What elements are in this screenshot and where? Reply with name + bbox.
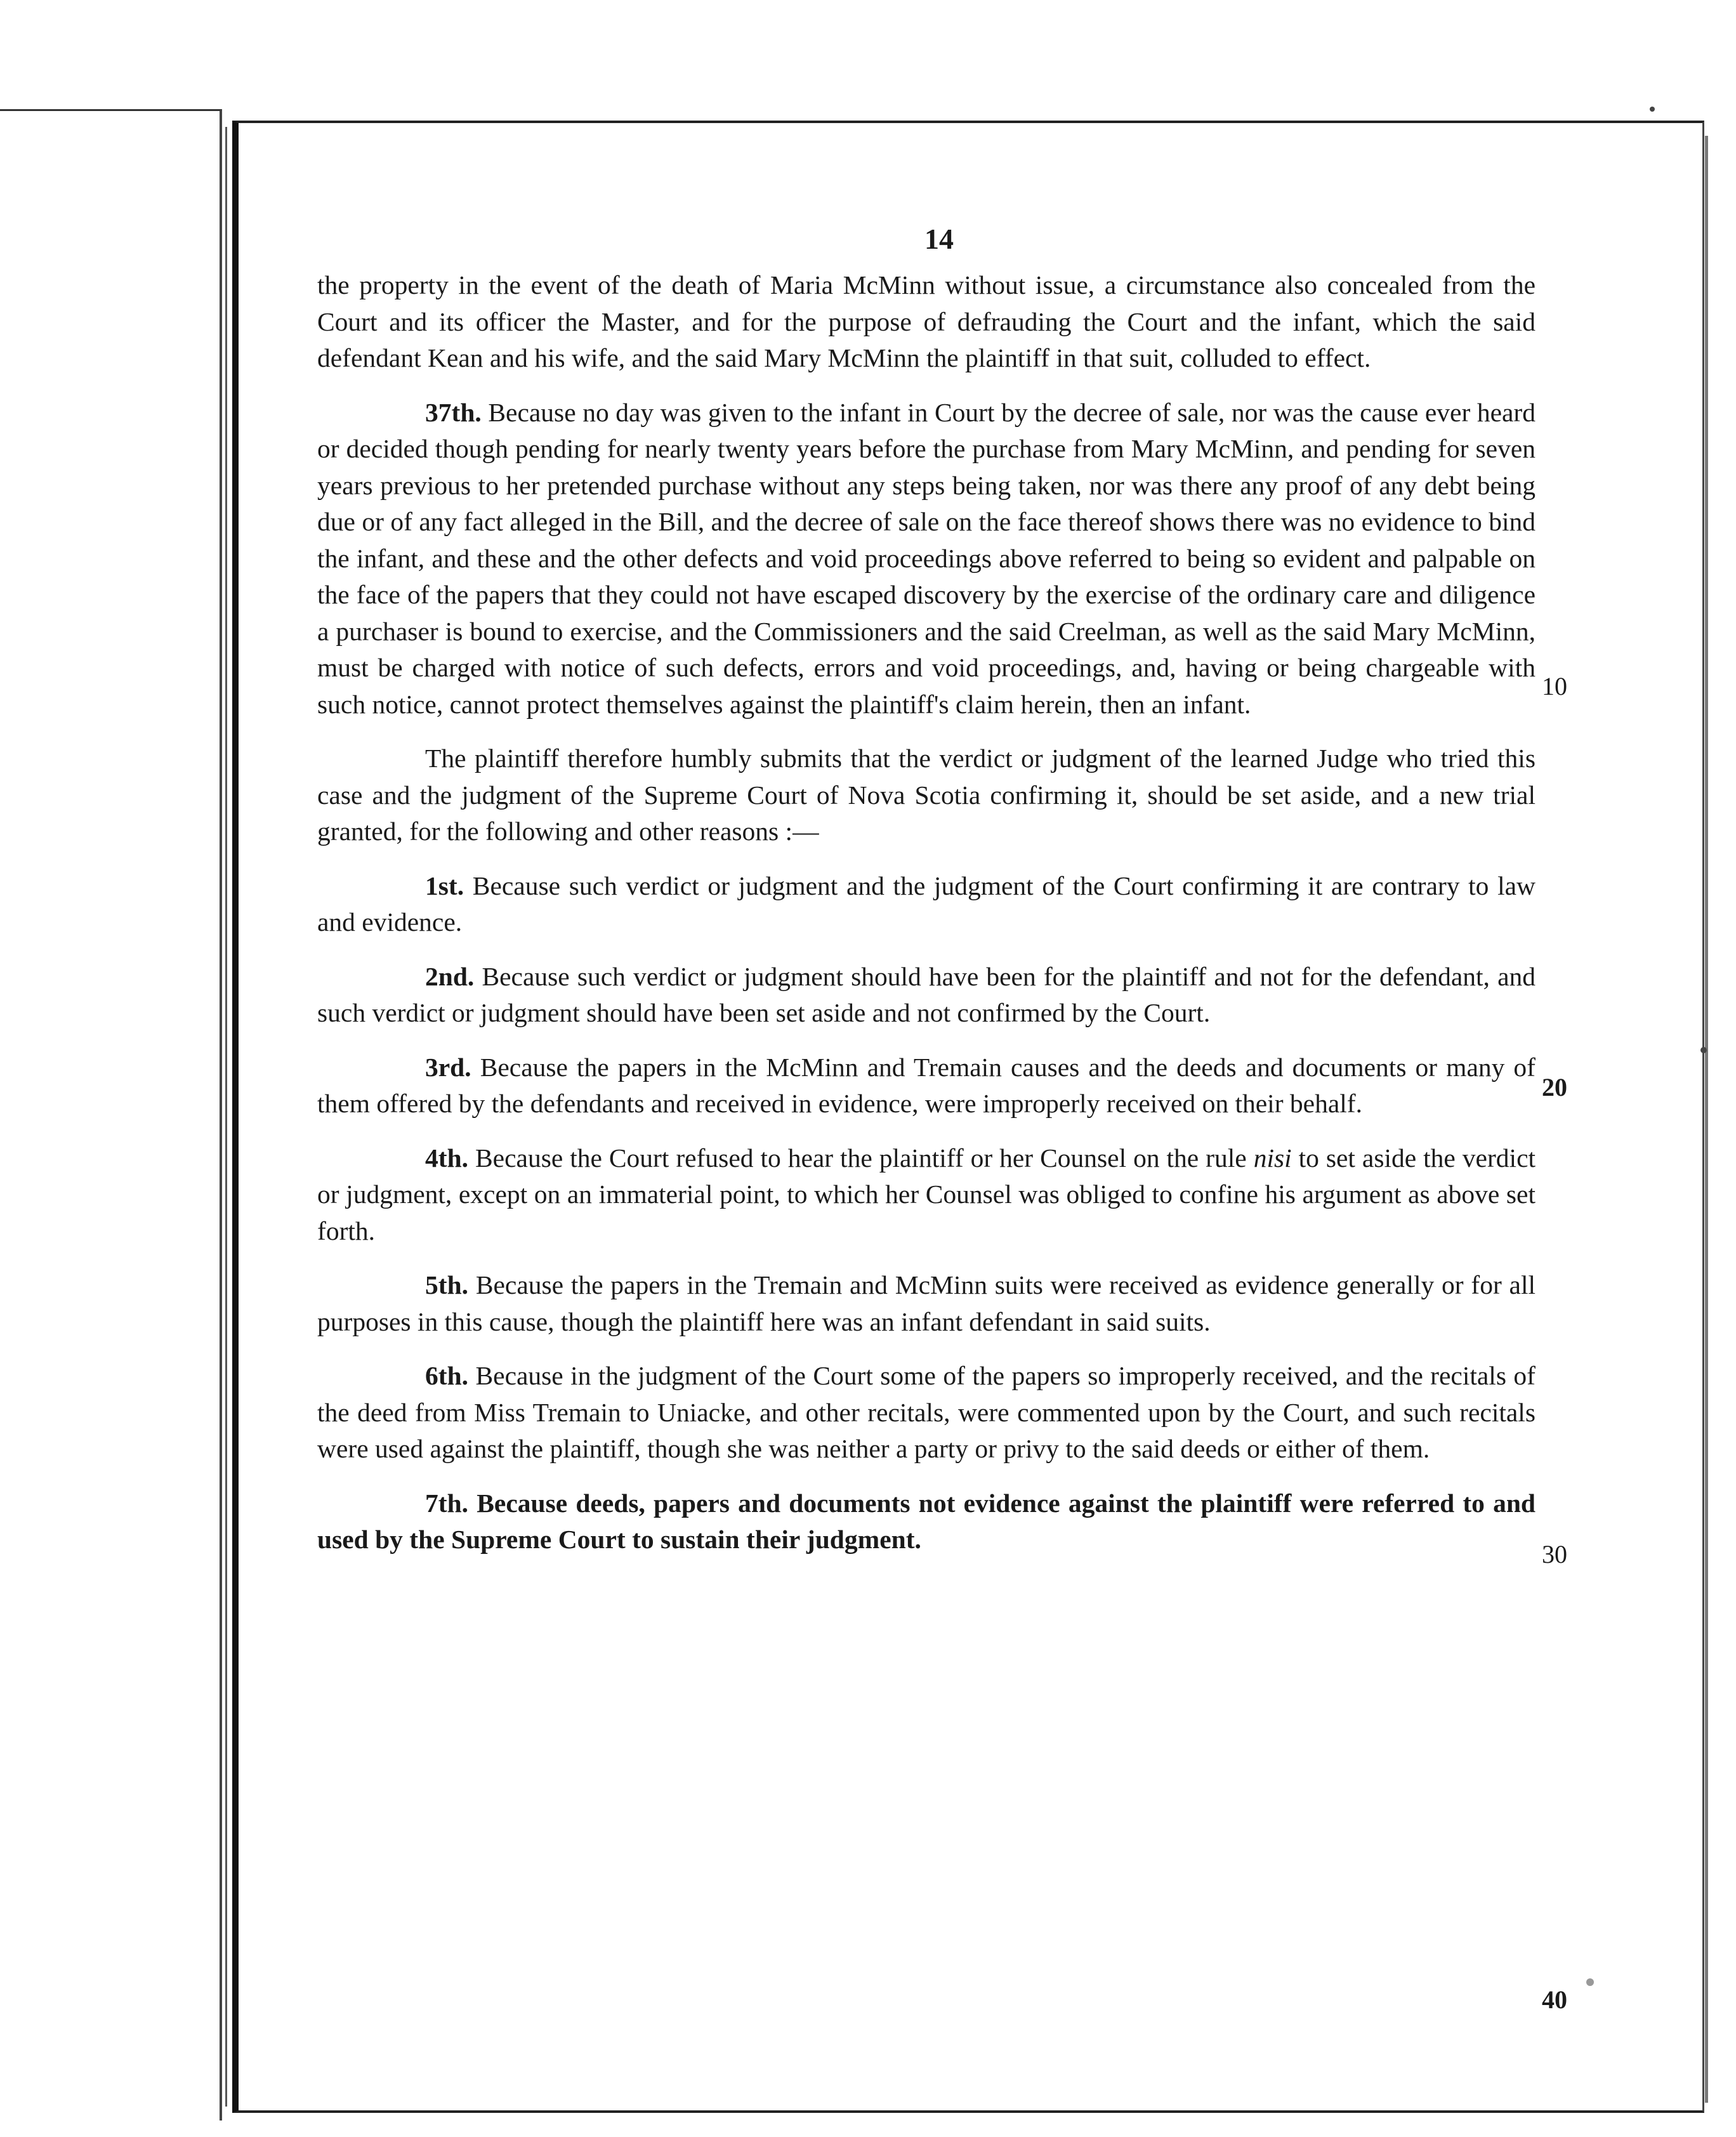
reason-text: Because such verdict or judgment and the judgment of the Court confirming it are contrary to law and evidence. xyxy=(317,871,1536,937)
reason-number: 1st. xyxy=(425,871,464,900)
reason-4th xyxy=(317,1140,1535,1250)
scan-speck xyxy=(1700,1047,1707,1053)
reason-7th xyxy=(317,1485,1535,1558)
reason-6th xyxy=(317,1358,1535,1468)
document-page xyxy=(317,222,1535,1576)
reason-text: Because such verdict or judgment should have been for the plaintiff and not for the defendant, and such verdict or judgment should have been set aside and not confirmed by the Court. xyxy=(317,961,1536,1027)
reason-italic-term: nisi xyxy=(1253,1143,1292,1173)
reason-number: 7th. xyxy=(425,1488,469,1518)
paragraph-number: 37th. xyxy=(425,397,482,427)
reason-number: 5th. xyxy=(425,1270,469,1299)
reason-text: Because deeds, papers and documents not evidence against the plaintiff were referred to and used by the Supreme Court to sustain their judgment. xyxy=(317,1488,1535,1554)
reason-text: Because the Court refused to hear the plaintiff or her Counsel on the rule xyxy=(475,1143,1247,1173)
reason-text: Because the papers in the McMinn and Tremain causes and the deeds and documents or many of them offered by the defendants and received in evidence, were improperly received on their behalf. xyxy=(317,1052,1536,1118)
reason-text: Because the papers in the Tremain and McMinn suits were received as evidence generally or for all purposes in this cause, though the plaintiff here was an infant defendant in said suits. xyxy=(317,1270,1536,1336)
page-right-edge xyxy=(1705,136,1708,2103)
paragraph-text: Because no day was given to the infant in Court by the decree of sale, nor was the cause ever heard or decided though pending for nearly twenty years before the purchase from Mary McMinn, and pending for seven years previous to her pretended purchase without any steps being taken, nor was there any proof of any debt being due or of any fact alleged in the Bill, and the decree of sale on the face thereof shows there was no evidence to bind the infant, and these and the other defects and void proceedings above referred to being so evident and palpable on the face of the papers that they could not have escaped discovery by the exercise of the ordinary care and diligence a purchaser is bound to exercise, and the Commissioners and the said Creelman, as well as the said Mary McMinn, must be charged with notice of such defects, errors and void proceedings, and, having or being chargeable with such notice, cannot protect themselves against the plaintiff's claim herein, then an infant. xyxy=(317,397,1535,719)
page-number: 14 xyxy=(924,223,954,255)
facing-page-edge xyxy=(0,109,222,2121)
margin-line-number: 20 xyxy=(1542,1073,1567,1101)
margin-line-number: 10 xyxy=(1542,672,1567,700)
reason-1st xyxy=(317,868,1535,941)
scan-speck xyxy=(1586,1978,1594,1986)
reason-number: 4th. xyxy=(425,1143,469,1173)
reason-number: 6th. xyxy=(425,1361,469,1390)
paragraph-37th xyxy=(317,395,1535,723)
reason-number: 3rd. xyxy=(425,1052,471,1082)
book-spine-line xyxy=(225,127,227,2107)
scan-speck xyxy=(1650,107,1655,112)
paragraph-text: the property in the event of the death of Maria McMinn without issue, a circumstance also concealed from the Court and its officer the Master, and for the purpose of defrauding the Court and the infant, which the said defendant Kean and his wife, and the said Mary McMinn the plaintiff in that suit, colluded to effect. xyxy=(317,270,1535,372)
continuation-paragraph xyxy=(317,267,1535,377)
reason-text: to set aside the verdict or judgment, except on an immaterial point, to which her Counsel was obliged to confine his argument as above set forth. xyxy=(317,1143,1536,1246)
reason-5th xyxy=(317,1267,1535,1340)
margin-line-number: 40 xyxy=(1542,1985,1567,2014)
submission-paragraph xyxy=(317,740,1535,850)
reason-2nd xyxy=(317,959,1535,1032)
paragraph-text: The plaintiff therefore humbly submits that the verdict or judgment of the learned Judge who tried this case and the judgment of the Supreme Court of Nova Scotia confirming it, should be set aside, and a new trial granted, for the following and other reasons :— xyxy=(317,744,1535,846)
reason-3rd xyxy=(317,1049,1535,1122)
reason-number: 2nd. xyxy=(425,961,475,991)
reason-text: Because in the judgment of the Court some of the papers so improperly received, and the recitals of the deed from Miss Tremain to Uniacke, and other recitals, were commented upon by the Court, and such recitals were used against the plaintiff, though she was neither a party or privy to the said deeds or either of them. xyxy=(317,1361,1535,1463)
margin-line-number: 30 xyxy=(1542,1540,1567,1568)
